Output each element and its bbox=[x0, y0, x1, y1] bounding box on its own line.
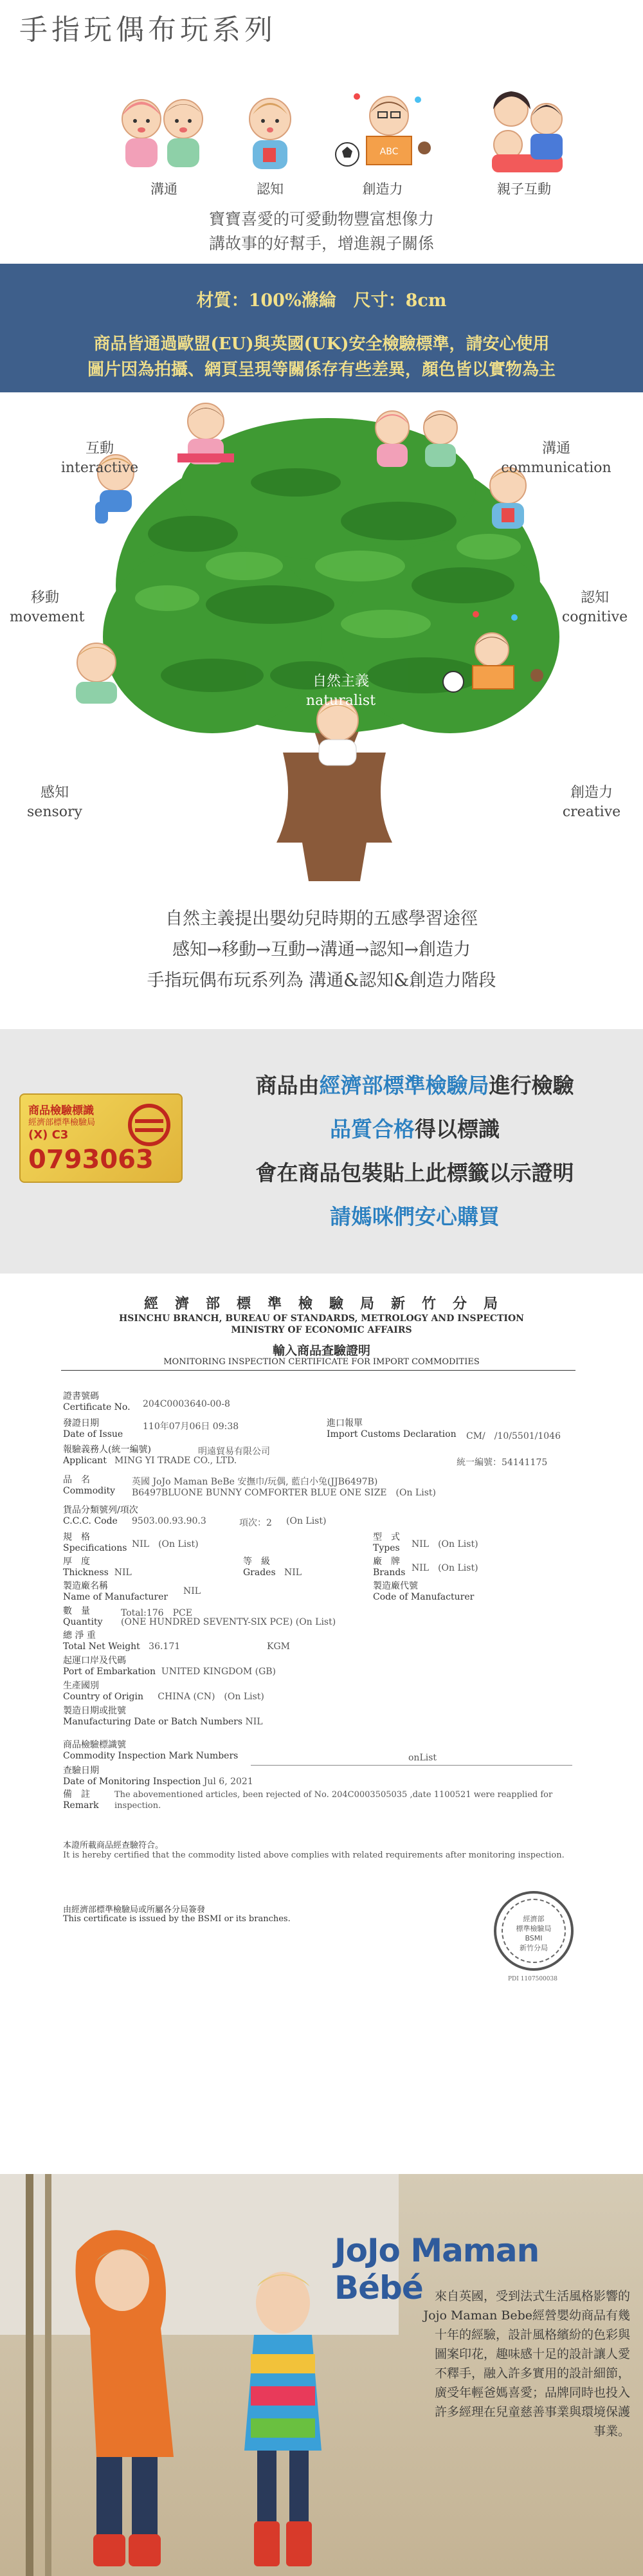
intro-line: 講故事的好幫手，增進親子關係 bbox=[208, 234, 434, 253]
cert-org-en: HSINCHU BRANCH, BUREAU OF STANDARDS, METROLOGY AND INSPECTION bbox=[119, 1313, 524, 1324]
field-label: Name of Manufacturer bbox=[63, 1592, 168, 1602]
inspection-text-segment: 請媽咪們安心購買 bbox=[330, 1204, 500, 1229]
thickness-field bbox=[63, 1557, 132, 1578]
field-label: Code of Manufacturer bbox=[373, 1592, 475, 1602]
tree-label-interactive bbox=[51, 439, 148, 478]
field-label-zh: 貨品分類號列/項次 bbox=[63, 1505, 138, 1515]
maker-field bbox=[63, 1581, 168, 1603]
commodity-field bbox=[63, 1475, 115, 1497]
inspection-line-4 bbox=[196, 1200, 633, 1230]
brand-description-line: 許多經理在兒童慈善事業與環境保護 bbox=[434, 2405, 630, 2419]
field-label-zh: 起運口岸及代碼 bbox=[63, 1656, 126, 1666]
interactive-baby-icon bbox=[177, 403, 234, 464]
issue-date-field bbox=[63, 1418, 123, 1440]
label-zh: 互動 bbox=[85, 441, 114, 457]
safety-notice bbox=[0, 331, 643, 383]
brand-description-line: 不釋手，融入許多實用的設計細節， bbox=[434, 2366, 630, 2380]
field-label-zh: 厚 度 bbox=[63, 1557, 90, 1567]
label-en: creative bbox=[562, 804, 621, 820]
quantity-field bbox=[63, 1606, 103, 1628]
tree-description bbox=[0, 904, 643, 996]
label-en: naturalist bbox=[305, 693, 376, 709]
field-label-zh: 製造日期或批號 bbox=[63, 1706, 126, 1716]
quantity-total-value: Total:176 PCE bbox=[121, 1608, 192, 1618]
certify-statement-zh: 本證所載商品經查驗符合。 bbox=[63, 1841, 164, 1850]
label-zh: 認知 bbox=[580, 590, 609, 606]
inspection-line-2 bbox=[196, 1113, 633, 1143]
label-zh: 創造力 bbox=[570, 785, 613, 801]
inspection-certificate bbox=[0, 1274, 643, 2174]
cert-no-value: 204C0003640-00-8 bbox=[143, 1399, 230, 1409]
maker-code-field bbox=[373, 1581, 474, 1603]
customs-value: CM/ /10/5501/1046 bbox=[466, 1431, 561, 1441]
tree-label-communication bbox=[495, 439, 617, 478]
field-label: Port of Embarkation bbox=[63, 1667, 156, 1677]
development-tree-section bbox=[0, 392, 643, 1029]
label-en: sensory bbox=[27, 804, 82, 820]
field-label: Certificate No. bbox=[63, 1402, 131, 1412]
brand-description-line: 來自英國，受到法式生活風格影響的 bbox=[434, 2289, 630, 2303]
applicant-value: MING YI TRADE CO., LTD. bbox=[114, 1456, 237, 1466]
category-label-parent-child: 親子互動 bbox=[497, 181, 551, 197]
header-section bbox=[0, 0, 643, 264]
sticker-title: 商品檢驗標識 bbox=[28, 1104, 94, 1117]
ccc-code-field bbox=[63, 1505, 138, 1527]
brand-description-line: 圖案印花，趣味感十足的設計讓人愛 bbox=[434, 2347, 630, 2361]
field-label: Commodity bbox=[63, 1486, 116, 1496]
field-label: Total Net Weight bbox=[63, 1641, 140, 1652]
brand-description bbox=[392, 2287, 630, 2441]
field-label-zh: 生產國別 bbox=[63, 1681, 99, 1691]
cert-serial: PDI 1107500038 bbox=[508, 1976, 557, 1982]
field-label: Types bbox=[373, 1543, 400, 1553]
brands-field bbox=[373, 1557, 406, 1578]
weight-unit: KGM bbox=[267, 1641, 290, 1652]
field-label-zh: 進口報單 bbox=[327, 1418, 363, 1429]
inspection-section bbox=[0, 1029, 643, 1274]
brand-description-line: 廣受年輕爸媽喜愛；品牌同時也投入 bbox=[434, 2386, 630, 2400]
label-zh: 溝通 bbox=[541, 441, 570, 457]
field-label-zh: 證書號碼 bbox=[63, 1391, 99, 1402]
field-label-zh: 備 註 bbox=[63, 1789, 90, 1800]
label-en: cognitive bbox=[561, 609, 628, 625]
bsmi-logo-icon bbox=[123, 1102, 175, 1147]
cert-title-zh: 輸入商品查驗證明 bbox=[272, 1344, 370, 1358]
certify-statement: It is hereby certified that the commodity listed above complies with related requirements after monitoring inspection. bbox=[63, 1850, 565, 1860]
field-label: Date of Issue bbox=[63, 1429, 123, 1439]
brand-description-line: 事業。 bbox=[593, 2424, 630, 2438]
ccc-item-value: 項次：2 bbox=[239, 1518, 272, 1528]
inspection-text-segment: 得以標識 bbox=[415, 1117, 500, 1142]
inspection-text-segment: 進行檢驗 bbox=[489, 1073, 574, 1098]
thickness-value: NIL bbox=[114, 1567, 132, 1578]
category-label-cognitive: 認知 bbox=[257, 181, 284, 197]
remark-field bbox=[63, 1789, 99, 1811]
applicant-zh-value: 明遠貿易有限公司 bbox=[198, 1447, 270, 1457]
tree-label-cognitive bbox=[550, 589, 640, 627]
inspection-text-segment: 商品由 bbox=[255, 1073, 320, 1098]
page-title: 手指玩偶布玩系列 bbox=[19, 14, 276, 46]
port-value: UNITED KINGDOM (GB) bbox=[161, 1667, 276, 1677]
mark-field bbox=[63, 1740, 238, 1762]
material-banner bbox=[0, 264, 643, 392]
field-label: Grades bbox=[243, 1567, 276, 1578]
commodity-zh-value: 英國 JoJo Maman BeBe 安撫巾/玩偶, 藍白小兔(JJB6497B) bbox=[132, 1477, 378, 1487]
label-zh: 感知 bbox=[40, 785, 69, 801]
field-label-zh: 數 量 bbox=[63, 1606, 90, 1616]
description-line: 自然主義提出嬰幼兒時期的五感學習途徑 bbox=[165, 909, 478, 929]
inspection-text-segment: 經濟部標準檢驗局 bbox=[319, 1073, 489, 1098]
field-label-zh: 品 名 bbox=[63, 1475, 90, 1485]
inspection-sticker bbox=[19, 1093, 183, 1183]
tree-label-naturalist bbox=[293, 672, 389, 711]
field-label-zh: 發證日期 bbox=[63, 1418, 99, 1429]
field-label: Import Customs Declaration bbox=[327, 1429, 457, 1439]
brand-logo: JoJo Maman Bébé bbox=[334, 2232, 539, 2307]
weight-value: 36.171 bbox=[149, 1641, 181, 1652]
types-field bbox=[373, 1532, 400, 1554]
description-line: 手指玩偶布玩系列為 溝通&認知&創造力階段 bbox=[147, 971, 496, 991]
sensory-baby-icon bbox=[76, 643, 117, 704]
cert-org-zh: 經 濟 部 標 準 檢 驗 局 新 竹 分 局 bbox=[143, 1295, 499, 1312]
bsmi-seal bbox=[494, 1891, 574, 1971]
brands-value: NIL (On List) bbox=[412, 1563, 478, 1573]
label-zh: 自然主義 bbox=[312, 673, 369, 690]
batch-field bbox=[63, 1706, 263, 1728]
field-label: Remark bbox=[63, 1800, 99, 1811]
notice-line: 商品皆通過歐盟(EU)與英國(UK)安全檢驗標準，請安心使用 bbox=[93, 334, 550, 354]
field-label: Brands bbox=[373, 1567, 406, 1578]
seal-line: BSMI bbox=[525, 1934, 543, 1942]
quantity-words-value: (ONE HUNDRED SEVENTY-SIX PCE) (On List) bbox=[121, 1617, 336, 1627]
spec-value: NIL (On List) bbox=[132, 1539, 199, 1549]
sticker-code: (X) C3 bbox=[28, 1128, 69, 1142]
origin-value: CHINA (CN) (On List) bbox=[158, 1692, 264, 1702]
commodity-value: B6497BLUONE BUNNY COMFORTER BLUE ONE SIZE (On List) bbox=[132, 1488, 436, 1498]
cert-divider bbox=[61, 1370, 575, 1371]
monitor-date-value: Jul 6, 2021 bbox=[203, 1777, 253, 1787]
applicant-id bbox=[457, 1456, 547, 1468]
communication-babies-illustration bbox=[109, 90, 219, 174]
field-label-zh: 總 淨 重 bbox=[63, 1631, 96, 1641]
remark-value: The abovementioned articles, been rejected of No. 204C0003505035 ,date 1100521 were reapplied for inspection. bbox=[114, 1790, 553, 1811]
tree-label-movement bbox=[10, 589, 85, 627]
weight-field bbox=[63, 1631, 180, 1652]
inspection-line-1 bbox=[196, 1069, 633, 1099]
types-value: NIL (On List) bbox=[412, 1539, 478, 1549]
issued-by-zh: 由經濟部標準檢驗局或所屬各分局簽發 bbox=[63, 1905, 206, 1915]
svg-text:ABC: ABC bbox=[379, 147, 399, 157]
field-label-zh: 商品檢驗標識號 bbox=[63, 1740, 126, 1750]
seal-line: 標準檢驗局 bbox=[516, 1924, 552, 1933]
seal-line: 新竹分局 bbox=[520, 1944, 548, 1952]
issue-date-value: 110年07月06日 09:38 bbox=[143, 1421, 239, 1432]
issued-by: This certificate is issued by the BSMI or its branches. bbox=[63, 1914, 291, 1924]
customs-field bbox=[327, 1418, 457, 1440]
maker-value: NIL bbox=[183, 1586, 201, 1596]
field-label-zh: 型 式 bbox=[373, 1532, 400, 1542]
grades-value: NIL bbox=[284, 1567, 302, 1578]
header-intro bbox=[0, 207, 643, 256]
category-label-creative: 創造力 bbox=[362, 181, 403, 197]
inspection-text-segment: 品質合格 bbox=[330, 1117, 415, 1142]
label-en: movement bbox=[10, 609, 85, 625]
ccc-note-value: (On List) bbox=[286, 1516, 327, 1526]
family-interaction-illustration bbox=[479, 84, 572, 174]
mark-underline bbox=[251, 1765, 572, 1766]
cert-title-en: MONITORING INSPECTION CERTIFICATE FOR IMPORT COMMODITIES bbox=[163, 1357, 480, 1367]
origin-field bbox=[63, 1681, 264, 1703]
cert-no-field bbox=[63, 1391, 131, 1413]
field-label-zh: 製造廠代號 bbox=[373, 1581, 418, 1591]
field-label: Specifications bbox=[63, 1543, 127, 1553]
description-line: 感知→移動→互動→溝通→認知→創造力 bbox=[172, 940, 471, 960]
cognitive-baby-illustration bbox=[235, 90, 305, 174]
field-label: C.C.C. Code bbox=[63, 1516, 118, 1526]
field-label: Date of Monitoring Inspection bbox=[63, 1777, 201, 1787]
batch-value: NIL bbox=[245, 1717, 263, 1727]
applicant-id-label: 統一編號： bbox=[457, 1457, 502, 1468]
field-label: Thickness bbox=[63, 1567, 109, 1578]
mark-value: onList bbox=[408, 1753, 437, 1763]
field-label: Quantity bbox=[63, 1617, 103, 1627]
field-label-zh: 等 級 bbox=[243, 1557, 270, 1567]
seal-line: 經濟部 bbox=[523, 1915, 545, 1923]
inspection-text-segment: 會在商品包裝貼上此標籤以示證明 bbox=[255, 1160, 574, 1185]
material-size-text: 材質：100%滌綸 尺寸：8cm bbox=[196, 291, 447, 311]
brand-description-line: 十年的經驗，設計風格繽紛的色彩與 bbox=[434, 2328, 630, 2342]
tree-label-creative bbox=[550, 783, 633, 822]
field-label-zh: 規 格 bbox=[63, 1532, 90, 1542]
notice-line: 圖片因為拍攝、網頁呈現等關係存有些差異，顏色皆以實物為主 bbox=[87, 360, 556, 379]
label-en: interactive bbox=[60, 460, 139, 476]
intro-line: 寶寶喜愛的可愛動物豐富想像力 bbox=[208, 210, 434, 228]
category-label-communication: 溝通 bbox=[150, 181, 177, 197]
field-label: Commodity Inspection Mark Numbers bbox=[63, 1751, 239, 1761]
cert-ministry: MINISTRY OF ECONOMIC AFFAIRS bbox=[231, 1325, 412, 1335]
field-label-zh: 廠 牌 bbox=[373, 1557, 400, 1567]
inspection-line-3 bbox=[196, 1156, 633, 1187]
seal-text bbox=[502, 1899, 566, 1963]
field-label: Applicant bbox=[63, 1456, 107, 1466]
field-label-zh: 報驗義務人(統一編號) bbox=[63, 1445, 151, 1455]
label-zh: 移動 bbox=[30, 590, 59, 606]
monitor-date-field bbox=[63, 1766, 253, 1787]
grades-field bbox=[243, 1557, 302, 1578]
spec-field bbox=[63, 1532, 127, 1554]
creative-baby-illustration bbox=[328, 84, 437, 174]
brand-section bbox=[0, 2174, 643, 2576]
ccc-code-value: 9503.00.93.90.3 bbox=[132, 1516, 206, 1526]
tree-label-sensory bbox=[19, 783, 90, 822]
sticker-number: 0793063 bbox=[28, 1145, 154, 1174]
field-label-zh: 查驗日期 bbox=[63, 1766, 99, 1776]
label-en: communication bbox=[501, 460, 611, 476]
applicant-id-value: 54141175 bbox=[502, 1457, 548, 1468]
field-label-zh: 製造廠名稱 bbox=[63, 1581, 108, 1591]
field-label: Country of Origin bbox=[63, 1692, 144, 1702]
field-label: Manufacturing Date or Batch Numbers bbox=[63, 1717, 243, 1727]
brand-description-line: Jojo Maman Bebe經營嬰幼商品有幾 bbox=[423, 2308, 630, 2323]
sticker-subtitle: 經濟部標準檢驗局 bbox=[28, 1118, 96, 1128]
port-field bbox=[63, 1656, 276, 1677]
